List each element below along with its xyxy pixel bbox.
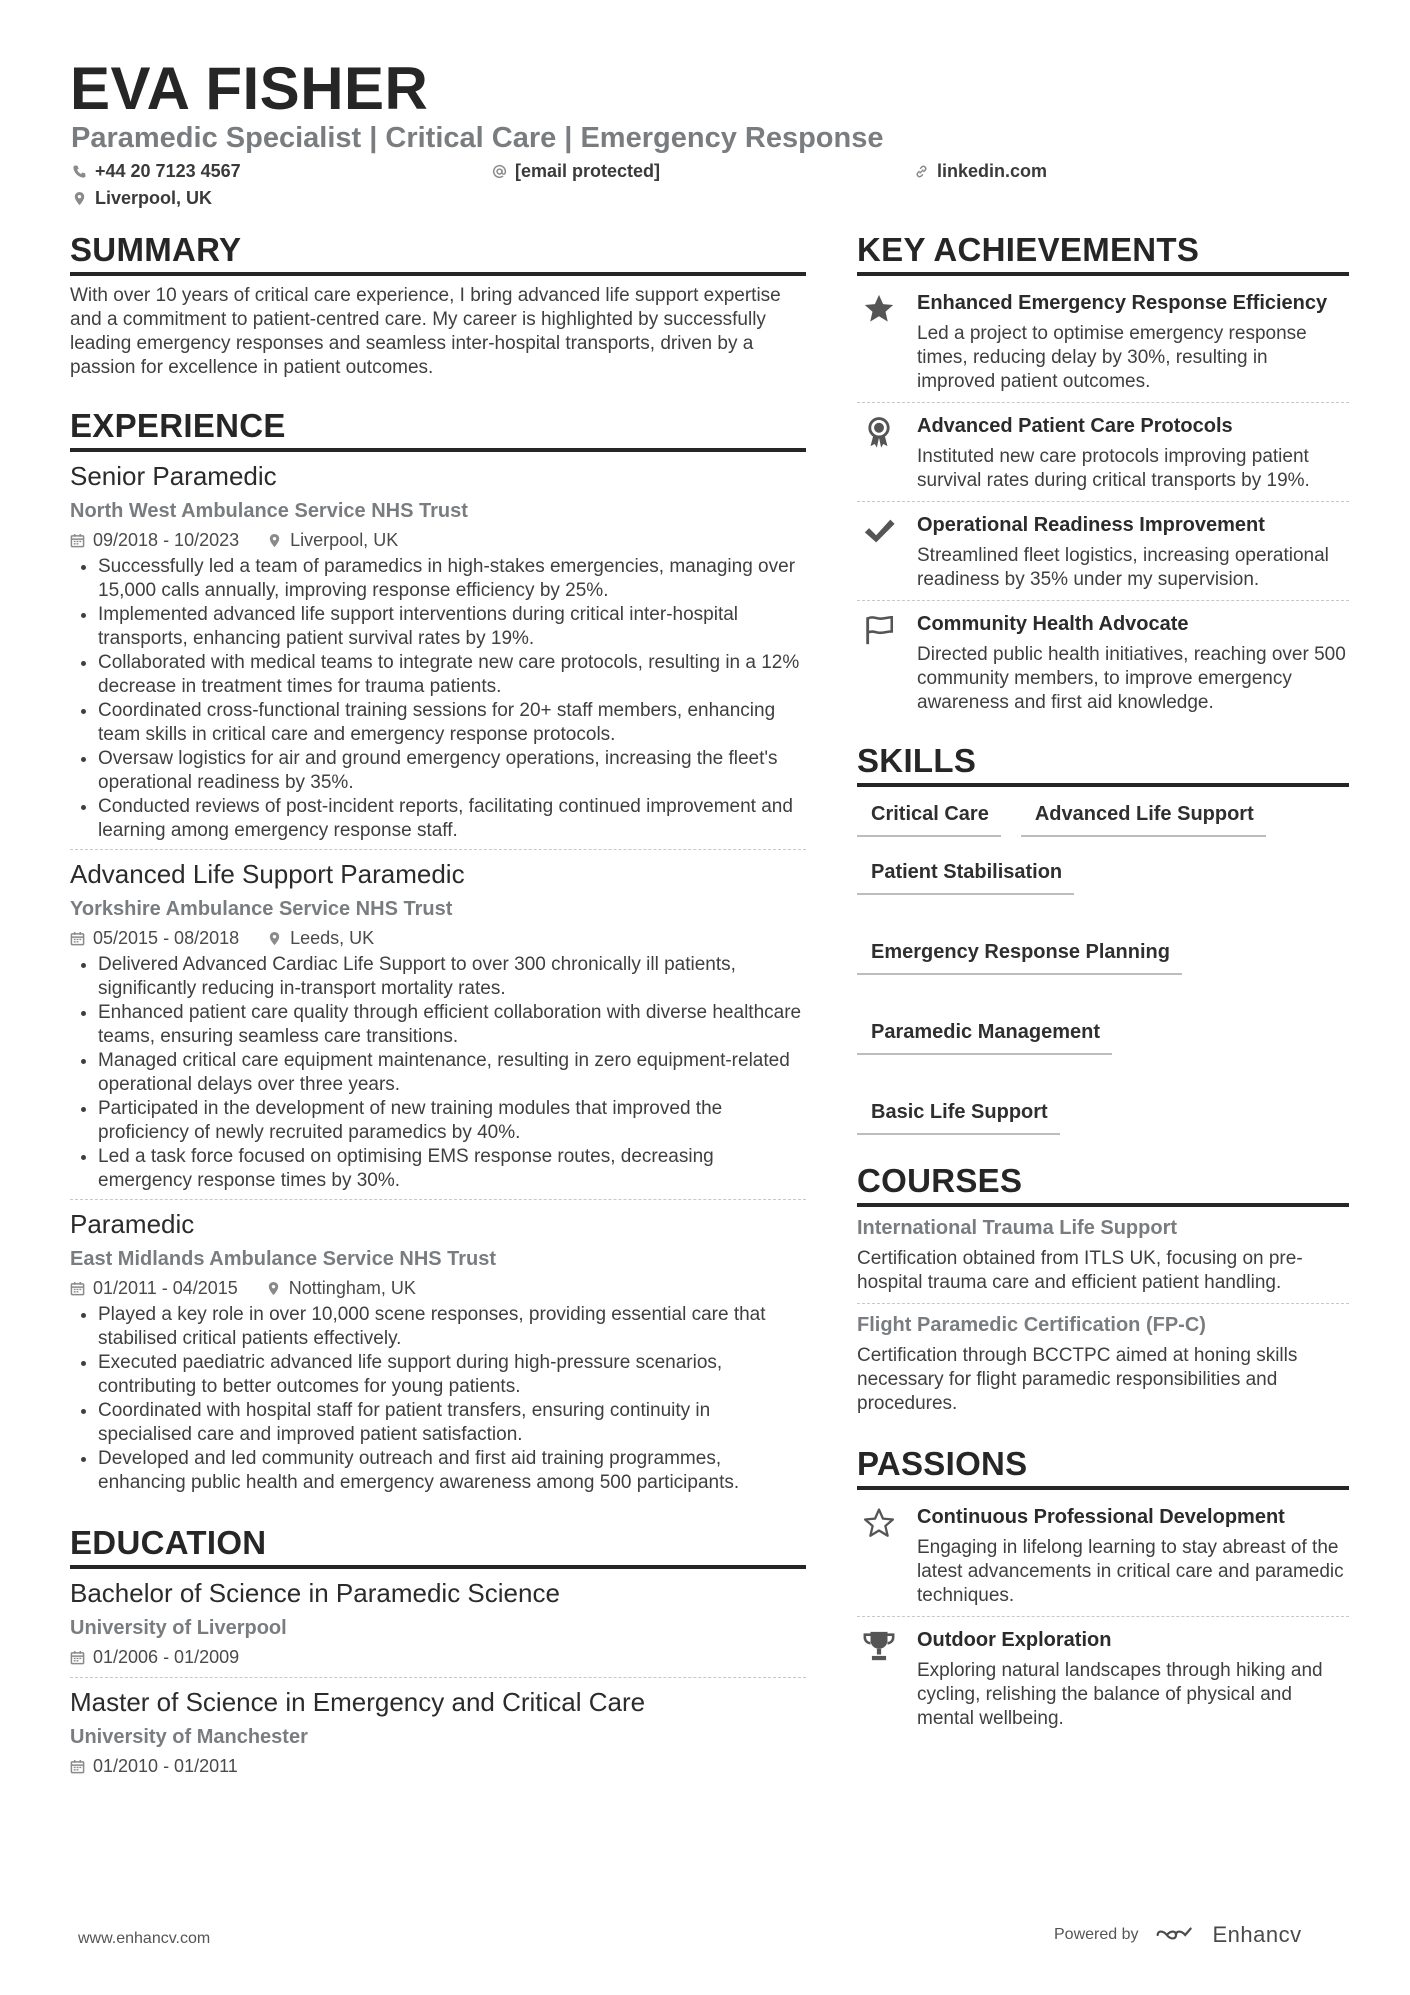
job-title: Senior Paramedic: [70, 461, 277, 491]
achievement-desc: Instituted new care protocols improving patient survival rates during critical transports by 19%.: [917, 446, 1310, 491]
powered-by-label: Powered by: [1054, 1926, 1139, 1943]
star-filled-icon: [862, 292, 896, 326]
school-name: University of Liverpool: [70, 1617, 287, 1639]
skill-tag: Basic Life Support: [857, 1099, 1060, 1135]
job-entry: [70, 849, 806, 1199]
passion-item: [857, 1616, 1349, 1739]
course-title: International Trauma Life Support: [857, 1217, 1178, 1239]
passion-desc: Exploring natural landscapes through hiking and cycling, relishing the balance of physical and mental wellbeing.: [917, 1660, 1323, 1729]
job-meta: [70, 926, 806, 950]
education-entry: [70, 1577, 806, 1677]
skill-tag: Emergency Response Planning: [857, 939, 1182, 975]
skills-list: [857, 795, 1349, 1145]
course-desc: Certification through BCCTPC aimed at honing skills necessary for flight paramedic responsibilities and procedures.: [857, 1345, 1298, 1414]
brand-name: Enhancv: [1212, 1922, 1302, 1947]
education-entry: [70, 1677, 806, 1786]
calendar-icon: [70, 1759, 85, 1774]
bullet-item: • Led a task force focused on optimising EMS response routes, decreasing emergency response times by 30%.: [98, 1145, 806, 1193]
job-title: Paramedic: [70, 1209, 195, 1239]
job-dates: 05/2015 - 08/2018: [93, 928, 240, 948]
job-meta: [70, 528, 806, 552]
achievement-title: Enhanced Emergency Response Efficiency: [917, 292, 1328, 314]
skills-heading: SKILLS: [857, 743, 1349, 787]
candidate-tagline: Paramedic Specialist | Critical Care | Emergency Response: [71, 122, 884, 154]
at-icon: [492, 164, 507, 179]
email-text[interactable]: [email protected]: [515, 161, 661, 181]
summary-text: With over 10 years of critical care experience, I bring advanced life support expertise and a commitment to patient-centred care. My career is highlighted by successfully leading emergency responses and seamless inter-hospital transports, driven by a passion for excellence in patient outcomes.: [70, 285, 781, 378]
passion-item: [857, 1498, 1349, 1616]
bullet-item: • Participated in the development of new training modules that improved the proficiency of newly recruited paramedics by 40%.: [98, 1097, 806, 1145]
passions-heading: PASSIONS: [857, 1446, 1349, 1490]
star-outline-icon: [862, 1506, 896, 1540]
bullet-item: • Managed critical care equipment maintenance, resulting in zero equipment-related operational delays over three years.: [98, 1049, 806, 1097]
calendar-icon: [70, 931, 85, 946]
checkmark-icon: [862, 514, 896, 548]
location-pin-icon: [72, 191, 87, 206]
achievement-item: [857, 600, 1349, 723]
bullet-item: • Implemented advanced life support interventions during critical inter-hospital transports, enhancing patient survival rates by 19%.: [98, 603, 806, 651]
job-company: North West Ambulance Service NHS Trust: [70, 500, 468, 522]
phone-icon: [72, 164, 87, 179]
enhancv-logo-icon: [1153, 1924, 1199, 1946]
education-meta: [70, 1754, 806, 1778]
job-location: Liverpool, UK: [290, 530, 399, 550]
job-bullets: [70, 555, 806, 843]
job-dates: 01/2011 - 04/2015: [93, 1278, 238, 1298]
degree-title: Bachelor of Science in Paramedic Science: [70, 1578, 560, 1608]
job-location: Leeds, UK: [290, 928, 375, 948]
achievement-desc: Streamlined fleet logistics, increasing operational readiness by 35% under my supervision.: [917, 545, 1329, 590]
courses-heading: COURSES: [857, 1163, 1349, 1207]
calendar-icon: [70, 1281, 85, 1296]
education-heading: EDUCATION: [70, 1525, 806, 1569]
medal-icon: [862, 415, 896, 449]
bullet-item: • Coordinated cross-functional training sessions for 20+ staff members, enhancing team skills in critical care and emergency response protocols.: [98, 699, 806, 747]
skill-tag: Paramedic Management: [857, 1019, 1112, 1055]
bullet-item: • Oversaw logistics for air and ground emergency operations, increasing the fleet's operational readiness by 35%.: [98, 747, 806, 795]
calendar-icon: [70, 1650, 85, 1665]
education-dates: 01/2006 - 01/2009: [93, 1647, 240, 1667]
job-title: Advanced Life Support Paramedic: [70, 859, 465, 889]
summary-section: [70, 232, 806, 380]
summary-heading: SUMMARY: [70, 232, 806, 276]
achievements-heading: KEY ACHIEVEMENTS: [857, 232, 1349, 276]
achievements-section: [857, 232, 1349, 723]
linkedin-text[interactable]: linkedin.com: [937, 161, 1048, 181]
contact-phone: [72, 161, 241, 182]
location-pin-icon: [267, 533, 282, 548]
job-meta: [70, 1276, 806, 1300]
location-text: Liverpool, UK: [95, 188, 213, 208]
passion-desc: Engaging in lifelong learning to stay abreast of the latest advancements in critical care and paramedic techniques.: [917, 1537, 1344, 1606]
experience-heading: EXPERIENCE: [70, 408, 806, 452]
course-item: [857, 1215, 1349, 1303]
achievement-item: [857, 402, 1349, 501]
contact-email: [492, 161, 660, 182]
job-company: East Midlands Ambulance Service NHS Trust: [70, 1248, 497, 1270]
left-column: [70, 232, 806, 1786]
bullet-item: • Delivered Advanced Cardiac Life Support to over 300 chronically ill patients, significantly reducing in-transport mortality rates.: [98, 953, 806, 1001]
skill-tag: Critical Care: [857, 801, 1001, 837]
courses-section: [857, 1163, 1349, 1424]
job-entry: [70, 460, 806, 849]
contact-linkedin: [914, 161, 1047, 182]
job-location: Nottingham, UK: [288, 1278, 416, 1298]
bullet-item: • Played a key role in over 10,000 scene responses, providing essential care that stabilised critical patients effectively.: [98, 1303, 806, 1351]
job-dates: 09/2018 - 10/2023: [93, 530, 240, 550]
trophy-icon: [862, 1629, 896, 1663]
course-desc: Certification obtained from ITLS UK, focusing on pre-hospital trauma care and efficient patient handling.: [857, 1248, 1303, 1293]
experience-section: [70, 408, 806, 1501]
bullet-item: • Collaborated with medical teams to integrate new care protocols, resulting in a 12% decrease in treatment times for trauma patients.: [98, 651, 806, 699]
skill-tag: Advanced Life Support: [1021, 801, 1266, 837]
calendar-icon: [70, 533, 85, 548]
skill-tag: Patient Stabilisation: [857, 859, 1074, 895]
education-section: [70, 1525, 806, 1786]
bullet-item: • Executed paediatric advanced life support during high-pressure scenarios, contributing to better outcomes for young patients.: [98, 1351, 806, 1399]
bullet-item: • Developed and led community outreach and first aid training programmes, enhancing public health and emergency awareness among 500 participants.: [98, 1447, 806, 1495]
education-meta: [70, 1645, 806, 1669]
achievement-item: [857, 501, 1349, 600]
phone-text[interactable]: +44 20 7123 4567: [95, 161, 241, 181]
footer-website[interactable]: www.enhancv.com: [78, 1930, 211, 1947]
passion-title: Continuous Professional Development: [917, 1506, 1285, 1528]
footer-branding: [1054, 1922, 1302, 1948]
location-pin-icon: [266, 1281, 281, 1296]
flag-icon: [862, 613, 896, 647]
achievement-title: Operational Readiness Improvement: [917, 514, 1265, 536]
job-company: Yorkshire Ambulance Service NHS Trust: [70, 898, 453, 920]
bullet-item: • Successfully led a team of paramedics in high-stakes emergencies, managing over 15,000 calls annually, improving response efficiency by 25%.: [98, 555, 806, 603]
contact-location: [72, 188, 212, 209]
bullet-item: • Coordinated with hospital staff for patient transfers, ensuring continuity in specialised care and improved patient satisfaction.: [98, 1399, 806, 1447]
achievement-desc: Led a project to optimise emergency response times, reducing delay by 30%, resulting in improved patient outcomes.: [917, 323, 1307, 392]
job-bullets: [70, 953, 806, 1193]
education-dates: 01/2010 - 01/2011: [93, 1756, 238, 1776]
degree-title: Master of Science in Emergency and Critical Care: [70, 1687, 646, 1717]
job-bullets: [70, 1303, 806, 1495]
achievement-title: Advanced Patient Care Protocols: [917, 415, 1233, 437]
course-title: Flight Paramedic Certification (FP-C): [857, 1314, 1206, 1336]
candidate-name: EVA FISHER: [70, 55, 429, 122]
course-item: [857, 1303, 1349, 1424]
location-pin-icon: [267, 931, 282, 946]
achievement-desc: Directed public health initiatives, reaching over 500 community members, to improve emergency awareness and first aid knowledge.: [917, 644, 1346, 713]
passion-title: Outdoor Exploration: [917, 1629, 1112, 1651]
job-entry: [70, 1199, 806, 1501]
passions-section: [857, 1446, 1349, 1739]
bullet-item: • Conducted reviews of post-incident reports, facilitating continued improvement and learning among emergency response staff.: [98, 795, 806, 843]
right-column: [857, 232, 1349, 1739]
achievement-title: Community Health Advocate: [917, 613, 1189, 635]
bullet-item: • Enhanced patient care quality through efficient collaboration with diverse healthcare teams, ensuring seamless care transitions.: [98, 1001, 806, 1049]
skills-section: [857, 743, 1349, 1145]
link-icon: [914, 164, 929, 179]
achievement-item: [857, 284, 1349, 402]
school-name: University of Manchester: [70, 1726, 308, 1748]
